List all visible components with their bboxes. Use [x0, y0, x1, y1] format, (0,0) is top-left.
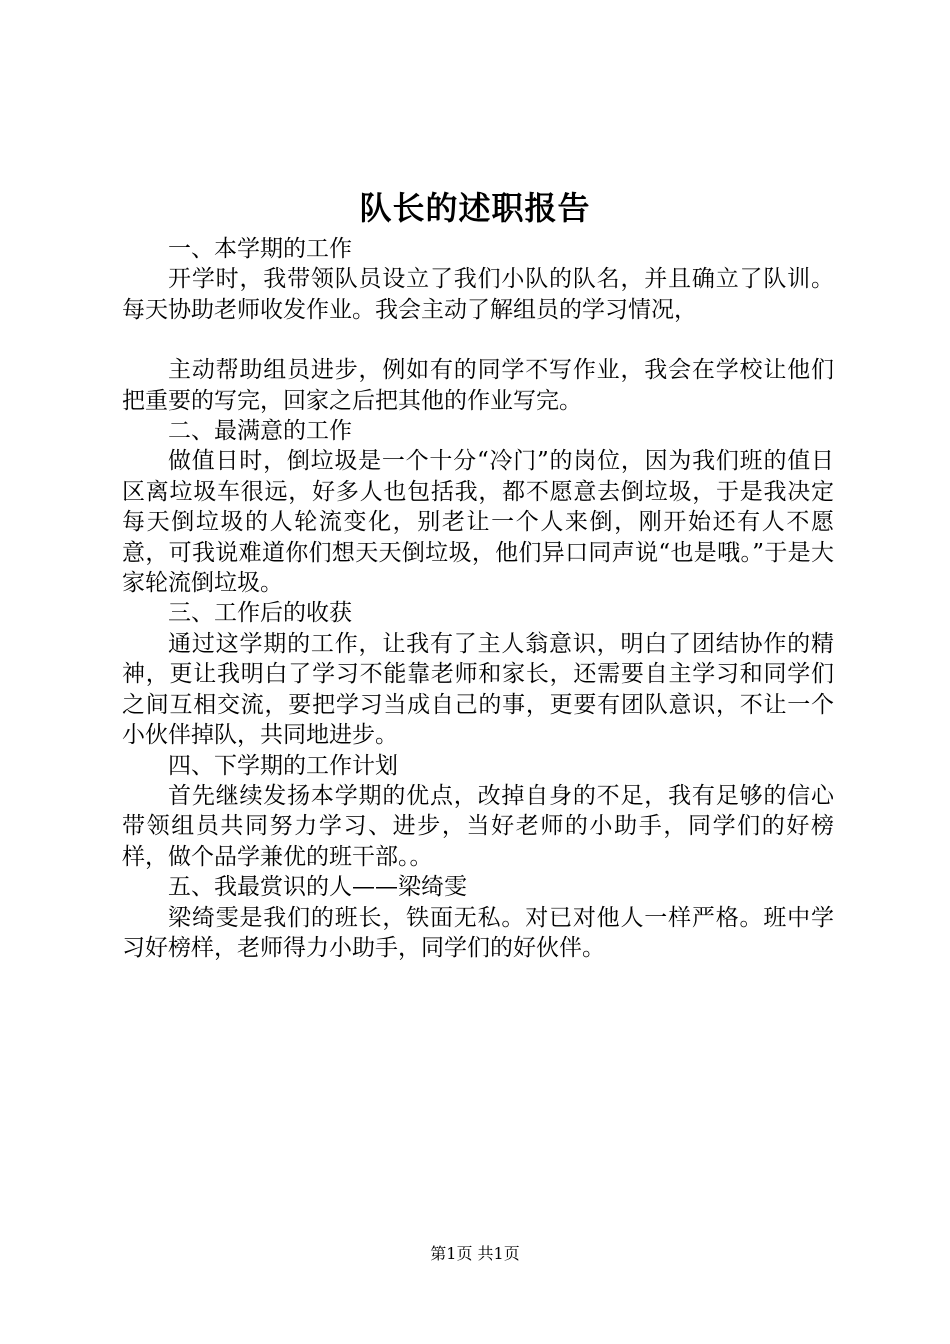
- section-paragraph: 开学时，我带领队员设立了我们小队的队名，并且确立了队训。每天协助老师收发作业。我会主动了解组员的学习情况，: [122, 266, 834, 323]
- section-heading: 一、本学期的工作: [168, 236, 352, 262]
- document-body: [122, 234, 834, 963]
- section-paragraph: 主动帮助组员进步，例如有的同学不写作业，我会在学校让他们把重要的写完，回家之后把其他的作业写完。: [122, 357, 834, 414]
- section-paragraph: 通过这学期的工作，让我有了主人翁意识，明白了团结协作的精神，更让我明白了学习不能靠老师和家长，还需要自主学习和同学们之间互相交流，要把学习当成自己的事，更要有团队意识，不让一个小伙伴掉队，共同地进步。: [122, 630, 834, 749]
- section-paragraph: 梁绮雯是我们的班长，铁面无私。对已对他人一样严格。班中学习好榜样，老师得力小助手，同学们的好伙伴。: [122, 904, 834, 961]
- section-5: [122, 872, 834, 963]
- section-heading: 四、下学期的工作计划: [168, 752, 398, 779]
- section-paragraph: 做值日时，倒垃圾是一个十分“冷门”的岗位，因为我们班的值日区离垃圾车很远，好多人也包括我，都不愿意去倒垃圾，于是我决定每天倒垃圾的人轮流变化，别老让一个人来倒，刚开始还有人不愿意，可我说难道你们想天天倒垃圾，他们异口同声说“也是哦。”于是大家轮流倒垃圾。: [122, 448, 834, 597]
- section-3: [122, 598, 834, 750]
- document-title: 队长的述职报告: [359, 189, 591, 227]
- section-heading: 二、最满意的工作: [168, 418, 352, 445]
- section-1: [122, 234, 834, 416]
- paragraph-gap: [122, 325, 834, 355]
- section-paragraph: 首先继续发扬本学期的优点，改掉自身的不足，我有足够的信心带领组员共同努力学习、进步，当好老师的小助手，同学们的好榜样，做个品学兼优的班干部。。: [122, 782, 834, 870]
- section-heading: 三、工作后的收获: [168, 600, 352, 627]
- section-4: [122, 751, 834, 873]
- section-heading: 五、我最赏识的人——梁绮雯: [168, 874, 467, 901]
- page-footer: 第1页 共1页: [430, 1244, 520, 1263]
- section-2: [122, 416, 834, 598]
